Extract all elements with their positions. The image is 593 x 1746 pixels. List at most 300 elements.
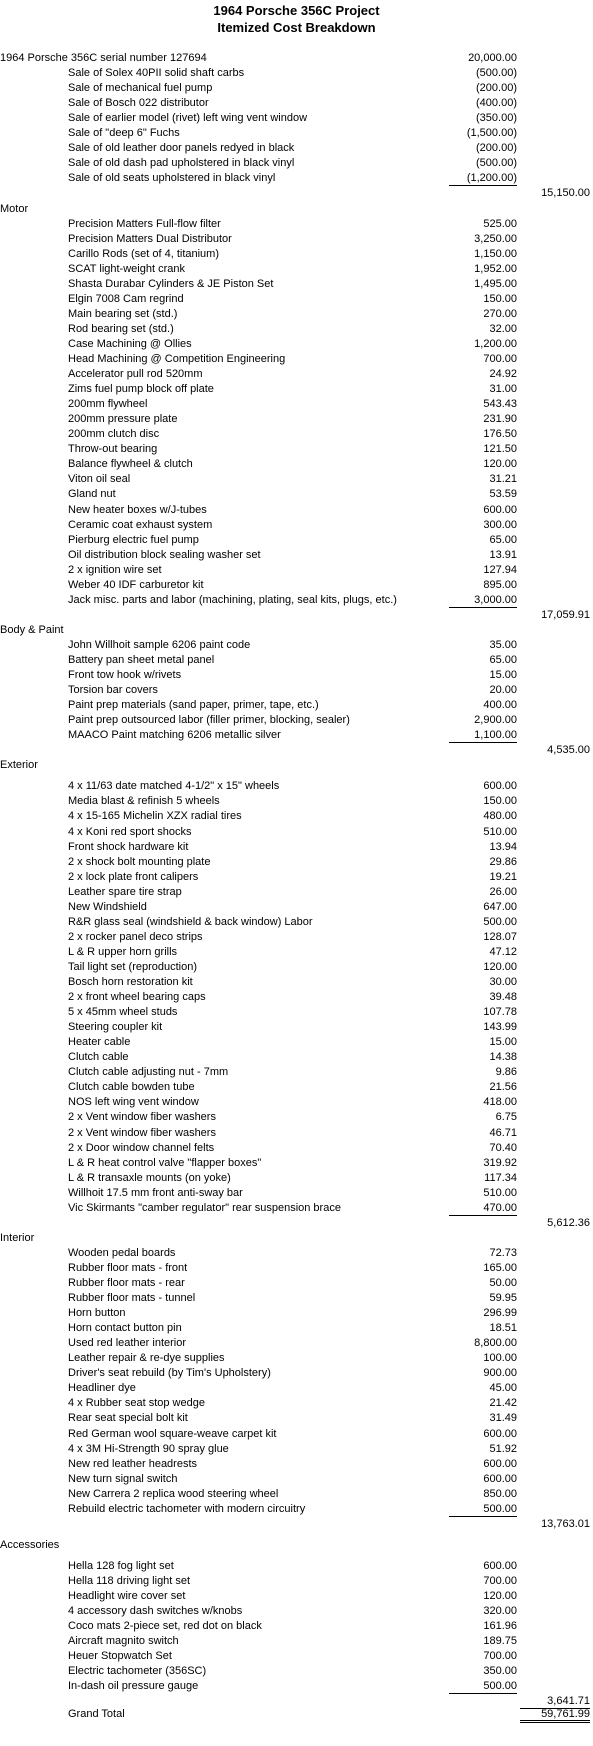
item-amount: 29.86 bbox=[489, 856, 517, 868]
item-description: Shasta Durabar Cylinders & JE Piston Set bbox=[68, 278, 274, 290]
line-item bbox=[0, 1472, 593, 1487]
item-amount: 120.00 bbox=[483, 458, 517, 470]
item-amount: 3,000.00 bbox=[449, 593, 517, 608]
item-description: Sale of Solex 40PII solid shaft carbs bbox=[68, 67, 245, 79]
item-description: Media blast & refinish 5 wheels bbox=[68, 795, 220, 807]
item-amount: 510.00 bbox=[483, 826, 517, 838]
item-description: 5 x 45mm wheel studs bbox=[68, 1006, 178, 1018]
item-amount: 480.00 bbox=[483, 810, 517, 822]
item-amount: 128.07 bbox=[483, 931, 517, 943]
subtotal-amount: 5,612.36 bbox=[547, 1217, 590, 1229]
subtotal-amount: 4,535.00 bbox=[547, 744, 590, 756]
item-amount: 50.00 bbox=[489, 1277, 517, 1289]
item-description: 4 x 3M Hi-Strength 90 spray glue bbox=[68, 1443, 229, 1455]
line-item bbox=[0, 885, 593, 900]
line-item bbox=[0, 1396, 593, 1411]
section-subtotal bbox=[0, 1216, 593, 1231]
item-amount: (1,200.00) bbox=[449, 171, 517, 186]
grand-total-label: Grand Total bbox=[68, 1708, 125, 1720]
item-description: Paint prep materials (sand paper, primer, tape, etc.) bbox=[68, 699, 319, 711]
section-header bbox=[0, 758, 593, 773]
item-amount: 270.00 bbox=[483, 308, 517, 320]
item-amount: 26.00 bbox=[489, 886, 517, 898]
item-amount: 59.95 bbox=[489, 1292, 517, 1304]
line-item bbox=[0, 1261, 593, 1276]
item-description: Viton oil seal bbox=[68, 473, 131, 485]
item-amount: 6.75 bbox=[495, 1111, 517, 1123]
item-amount: 120.00 bbox=[483, 961, 517, 973]
item-description: Aircraft magnito switch bbox=[68, 1635, 179, 1647]
item-description: Horn button bbox=[68, 1307, 126, 1319]
line-item bbox=[0, 683, 593, 698]
line-item bbox=[0, 457, 593, 472]
subtotal-amount: 13,763.01 bbox=[541, 1518, 590, 1530]
section-title: Interior bbox=[0, 1232, 35, 1244]
line-item bbox=[0, 126, 593, 141]
line-item bbox=[0, 1156, 593, 1171]
item-description: Leather spare tire strap bbox=[68, 886, 182, 898]
item-description: Sale of old leather door panels redyed in black bbox=[68, 142, 295, 154]
item-description: L & R upper horn grills bbox=[68, 946, 178, 958]
line-item bbox=[0, 337, 593, 352]
item-amount: 600.00 bbox=[483, 780, 517, 792]
item-amount: 39.48 bbox=[489, 991, 517, 1003]
item-description: Gland nut bbox=[68, 488, 116, 500]
item-amount: (500.00) bbox=[476, 157, 517, 169]
item-amount: (200.00) bbox=[476, 142, 517, 154]
item-amount: 1,200.00 bbox=[474, 338, 517, 350]
item-description: 200mm pressure plate bbox=[68, 413, 178, 425]
item-description: Accelerator pull rod 520mm bbox=[68, 368, 203, 380]
item-description: Pierburg electric fuel pump bbox=[68, 534, 199, 546]
item-description: 2 x Vent window fiber washers bbox=[68, 1111, 216, 1123]
item-description: Rod bearing set (std.) bbox=[68, 323, 174, 335]
item-description: Clutch cable bbox=[68, 1051, 129, 1063]
item-amount: 46.71 bbox=[489, 1127, 517, 1139]
line-item bbox=[0, 1095, 593, 1110]
line-item bbox=[0, 307, 593, 322]
item-description: 200mm flywheel bbox=[68, 398, 148, 410]
item-amount: 13.91 bbox=[489, 549, 517, 561]
line-item bbox=[0, 397, 593, 412]
item-description: Driver's seat rebuild (by Tim's Upholstery) bbox=[68, 1367, 271, 1379]
line-item bbox=[0, 840, 593, 855]
item-amount: 320.00 bbox=[483, 1605, 517, 1617]
line-item bbox=[0, 442, 593, 457]
line-item bbox=[0, 81, 593, 96]
line-item bbox=[0, 1186, 593, 1201]
line-item bbox=[0, 1201, 593, 1216]
line-item bbox=[0, 1679, 593, 1694]
item-amount: 700.00 bbox=[483, 1650, 517, 1662]
item-description: L & R heat control valve "flapper boxes" bbox=[68, 1157, 262, 1169]
line-item bbox=[0, 1442, 593, 1457]
line-item bbox=[0, 352, 593, 367]
item-description: Precision Matters Full-flow filter bbox=[68, 218, 221, 230]
line-item bbox=[0, 1427, 593, 1442]
item-amount: 400.00 bbox=[483, 699, 517, 711]
line-item bbox=[0, 1020, 593, 1035]
line-item bbox=[0, 322, 593, 337]
line-item bbox=[0, 870, 593, 885]
line-item bbox=[0, 563, 593, 578]
line-item bbox=[0, 367, 593, 382]
line-item bbox=[0, 427, 593, 442]
item-amount: 13.94 bbox=[489, 841, 517, 853]
subtotal-amount: 17,059.91 bbox=[541, 609, 590, 621]
line-item bbox=[0, 292, 593, 307]
line-item bbox=[0, 1351, 593, 1366]
item-description: 4 x 11/63 date matched 4-1/2" x 15" wheels bbox=[68, 780, 280, 792]
item-amount: 500.00 bbox=[483, 916, 517, 928]
item-description: Heuer Stopwatch Set bbox=[68, 1650, 172, 1662]
line-item bbox=[0, 66, 593, 81]
line-item bbox=[0, 1574, 593, 1589]
item-description: Horn contact button pin bbox=[68, 1322, 182, 1334]
item-description: Clutch cable bowden tube bbox=[68, 1081, 195, 1093]
line-item bbox=[0, 900, 593, 915]
item-amount: 500.00 bbox=[449, 1502, 517, 1517]
section-header bbox=[0, 1231, 593, 1246]
item-amount: 850.00 bbox=[483, 1488, 517, 1500]
item-description: Headlight wire cover set bbox=[68, 1590, 186, 1602]
item-amount: 319.92 bbox=[483, 1157, 517, 1169]
section-header bbox=[0, 202, 593, 217]
line-item bbox=[0, 779, 593, 794]
item-description: Sale of mechanical fuel pump bbox=[68, 82, 213, 94]
grand-total-row bbox=[0, 1707, 593, 1722]
item-amount: 21.56 bbox=[489, 1081, 517, 1093]
item-description: New red leather headrests bbox=[68, 1458, 198, 1470]
line-item bbox=[0, 1126, 593, 1141]
section-title: Exterior bbox=[0, 759, 38, 771]
section-subtotal bbox=[0, 186, 593, 201]
line-item bbox=[0, 1634, 593, 1649]
item-amount: 47.12 bbox=[489, 946, 517, 958]
item-amount: (1,500.00) bbox=[466, 127, 517, 139]
item-description: Jack misc. parts and labor (machining, plating, seal kits, plugs, etc.) bbox=[68, 594, 397, 606]
item-description: Precision Matters Dual Distributor bbox=[68, 233, 232, 245]
item-description: Red German wool square-weave carpet kit bbox=[68, 1428, 277, 1440]
item-description: Vic Skirmants "camber regulator" rear suspension brace bbox=[68, 1202, 341, 1214]
item-amount: 1,495.00 bbox=[474, 278, 517, 290]
item-amount: 1,150.00 bbox=[474, 248, 517, 260]
item-description: Case Machining @ Ollies bbox=[68, 338, 192, 350]
item-description: Electric tachometer (356SC) bbox=[68, 1665, 207, 1677]
section-title: Motor bbox=[0, 203, 29, 215]
item-description: 2 x rocker panel deco strips bbox=[68, 931, 203, 943]
item-amount: 1,952.00 bbox=[474, 263, 517, 275]
item-amount: 120.00 bbox=[483, 1590, 517, 1602]
section-title: Accessories bbox=[0, 1539, 60, 1551]
item-amount: 31.21 bbox=[489, 473, 517, 485]
line-item bbox=[0, 794, 593, 809]
item-description: Willhoit 17.5 mm front anti-sway bar bbox=[68, 1187, 243, 1199]
line-item bbox=[0, 533, 593, 548]
item-amount: 231.90 bbox=[483, 413, 517, 425]
item-amount: 30.00 bbox=[489, 976, 517, 988]
item-description: 200mm clutch disc bbox=[68, 428, 160, 440]
line-item bbox=[0, 412, 593, 427]
item-description: New heater boxes w/J-tubes bbox=[68, 504, 207, 516]
item-description: 2 x ignition wire set bbox=[68, 564, 162, 576]
line-item bbox=[0, 728, 593, 743]
line-item bbox=[0, 1336, 593, 1351]
item-amount: (200.00) bbox=[476, 82, 517, 94]
line-item bbox=[0, 593, 593, 608]
item-amount: 900.00 bbox=[483, 1367, 517, 1379]
line-item bbox=[0, 487, 593, 502]
item-amount: 45.00 bbox=[489, 1382, 517, 1394]
line-item bbox=[0, 1080, 593, 1095]
item-amount: 600.00 bbox=[483, 1560, 517, 1572]
line-item bbox=[0, 1502, 593, 1517]
line-item bbox=[0, 217, 593, 232]
item-amount: 100.00 bbox=[483, 1352, 517, 1364]
item-description: Sale of old seats upholstered in black vinyl bbox=[68, 172, 276, 184]
item-amount: 70.40 bbox=[489, 1142, 517, 1154]
item-description: Hella 118 driving light set bbox=[68, 1575, 191, 1587]
item-description: New Windshield bbox=[68, 901, 147, 913]
item-description: New turn signal switch bbox=[68, 1473, 178, 1485]
line-item bbox=[0, 1487, 593, 1502]
item-description: 4 accessory dash switches w/knobs bbox=[68, 1605, 243, 1617]
item-description: Balance flywheel & clutch bbox=[68, 458, 193, 470]
item-description: SCAT light-weight crank bbox=[68, 263, 185, 275]
item-description: Head Machining @ Competition Engineering bbox=[68, 353, 286, 365]
item-description: Rear seat special bolt kit bbox=[68, 1412, 188, 1424]
item-amount: 31.49 bbox=[489, 1412, 517, 1424]
item-description: Steering coupler kit bbox=[68, 1021, 163, 1033]
item-description: NOS left wing vent window bbox=[68, 1096, 199, 1108]
item-amount: 2,900.00 bbox=[474, 714, 517, 726]
line-item bbox=[0, 990, 593, 1005]
item-amount: (500.00) bbox=[476, 67, 517, 79]
item-amount: (400.00) bbox=[476, 97, 517, 109]
item-description: L & R transaxle mounts (on yoke) bbox=[68, 1172, 231, 1184]
item-description: Paint prep outsourced labor (filler primer, blocking, sealer) bbox=[68, 714, 350, 726]
item-amount: 600.00 bbox=[483, 1458, 517, 1470]
line-item bbox=[0, 638, 593, 653]
item-description: Oil distribution block sealing washer set bbox=[68, 549, 261, 561]
line-item bbox=[0, 1649, 593, 1664]
line-item bbox=[0, 713, 593, 728]
line-item bbox=[0, 156, 593, 171]
item-amount: 165.00 bbox=[483, 1262, 517, 1274]
item-amount: 8,800.00 bbox=[474, 1337, 517, 1349]
item-description: 4 x Koni red sport shocks bbox=[68, 826, 192, 838]
line-item bbox=[0, 1381, 593, 1396]
line-item bbox=[0, 51, 593, 66]
item-description: Weber 40 IDF carburetor kit bbox=[68, 579, 204, 591]
line-item bbox=[0, 653, 593, 668]
item-amount: 24.92 bbox=[489, 368, 517, 380]
item-description: Sale of earlier model (rivet) left wing vent window bbox=[68, 112, 308, 124]
line-item bbox=[0, 930, 593, 945]
line-item bbox=[0, 1589, 593, 1604]
item-description: Leather repair & re-dye supplies bbox=[68, 1352, 225, 1364]
item-amount: 418.00 bbox=[483, 1096, 517, 1108]
item-description: 2 x shock bolt mounting plate bbox=[68, 856, 211, 868]
item-description: Front tow hook w/rivets bbox=[68, 669, 182, 681]
item-description: Throw-out bearing bbox=[68, 443, 158, 455]
item-amount: 15.00 bbox=[489, 669, 517, 681]
item-amount: 161.96 bbox=[483, 1620, 517, 1632]
item-amount: 647.00 bbox=[483, 901, 517, 913]
subtotal-amount: 3,641.71 bbox=[520, 1694, 590, 1709]
item-description: Wooden pedal boards bbox=[68, 1247, 176, 1259]
item-amount: 20,000.00 bbox=[468, 52, 517, 64]
item-description: Zims fuel pump block off plate bbox=[68, 383, 214, 395]
item-description: Rubber floor mats - rear bbox=[68, 1277, 185, 1289]
item-description: Ceramic coat exhaust system bbox=[68, 519, 213, 531]
item-description: Hella 128 fog light set bbox=[68, 1560, 174, 1572]
item-description: Bosch horn restoration kit bbox=[68, 976, 193, 988]
item-amount: 1,100.00 bbox=[449, 728, 517, 743]
line-item bbox=[0, 1050, 593, 1065]
item-description: Heater cable bbox=[68, 1036, 131, 1048]
item-description: Sale of old dash pad upholstered in black vinyl bbox=[68, 157, 295, 169]
item-amount: 500.00 bbox=[449, 1679, 517, 1694]
line-item bbox=[0, 1246, 593, 1261]
item-amount: 525.00 bbox=[483, 218, 517, 230]
item-description: Coco mats 2-piece set, red dot on black bbox=[68, 1620, 262, 1632]
item-amount: 470.00 bbox=[449, 1201, 517, 1216]
item-description: Main bearing set (std.) bbox=[68, 308, 178, 320]
line-item bbox=[0, 96, 593, 111]
item-amount: 32.00 bbox=[489, 323, 517, 335]
item-amount: 9.86 bbox=[495, 1066, 517, 1078]
item-description: 2 x lock plate front calipers bbox=[68, 871, 199, 883]
line-item bbox=[0, 825, 593, 840]
item-description: 2 x Door window channel felts bbox=[68, 1142, 215, 1154]
line-item bbox=[0, 171, 593, 186]
item-amount: 19.21 bbox=[489, 871, 517, 883]
line-item bbox=[0, 1171, 593, 1186]
item-amount: 21.42 bbox=[489, 1397, 517, 1409]
section-subtotal bbox=[0, 743, 593, 758]
line-item bbox=[0, 1457, 593, 1472]
item-description: 2 x Vent window fiber washers bbox=[68, 1127, 216, 1139]
line-item bbox=[0, 668, 593, 683]
section-subtotal bbox=[0, 1517, 593, 1532]
line-item bbox=[0, 472, 593, 487]
line-item bbox=[0, 1619, 593, 1634]
line-item bbox=[0, 1035, 593, 1050]
item-amount: 65.00 bbox=[489, 534, 517, 546]
document-title: 1964 Porsche 356C Project bbox=[213, 3, 380, 18]
item-amount: 15.00 bbox=[489, 1036, 517, 1048]
item-description: Front shock hardware kit bbox=[68, 841, 189, 853]
line-item bbox=[0, 809, 593, 824]
item-description: R&R glass seal (windshield & back window) Labor bbox=[68, 916, 313, 928]
item-description: 1964 Porsche 356C serial number 127694 bbox=[0, 52, 207, 64]
line-item bbox=[0, 1664, 593, 1679]
line-item bbox=[0, 578, 593, 593]
line-item bbox=[0, 1321, 593, 1336]
item-amount: 51.92 bbox=[489, 1443, 517, 1455]
item-amount: 72.73 bbox=[489, 1247, 517, 1259]
line-item bbox=[0, 232, 593, 247]
item-amount: 189.75 bbox=[483, 1635, 517, 1647]
line-item bbox=[0, 1110, 593, 1125]
item-description: Torsion bar covers bbox=[68, 684, 158, 696]
item-amount: 700.00 bbox=[483, 1575, 517, 1587]
line-item bbox=[0, 1411, 593, 1426]
item-description: Clutch cable adjusting nut - 7mm bbox=[68, 1066, 229, 1078]
line-item bbox=[0, 855, 593, 870]
item-amount: (350.00) bbox=[476, 112, 517, 124]
line-item bbox=[0, 1276, 593, 1291]
item-description: Tail light set (reproduction) bbox=[68, 961, 198, 973]
line-item bbox=[0, 1559, 593, 1574]
section-header bbox=[0, 623, 593, 638]
item-amount: 600.00 bbox=[483, 504, 517, 516]
item-description: 4 x 15-165 Michelin XZX radial tires bbox=[68, 810, 242, 822]
item-amount: 700.00 bbox=[483, 353, 517, 365]
section-title: Body & Paint bbox=[0, 624, 64, 636]
item-amount: 18.51 bbox=[489, 1322, 517, 1334]
item-amount: 600.00 bbox=[483, 1428, 517, 1440]
line-item bbox=[0, 247, 593, 262]
line-item bbox=[0, 548, 593, 563]
line-item bbox=[0, 945, 593, 960]
item-amount: 3,250.00 bbox=[474, 233, 517, 245]
item-description: Rubber floor mats - tunnel bbox=[68, 1292, 196, 1304]
line-item bbox=[0, 975, 593, 990]
item-description: Battery pan sheet metal panel bbox=[68, 654, 215, 666]
line-item bbox=[0, 1366, 593, 1381]
item-amount: 150.00 bbox=[483, 293, 517, 305]
line-item bbox=[0, 382, 593, 397]
item-amount: 150.00 bbox=[483, 795, 517, 807]
line-item bbox=[0, 1005, 593, 1020]
item-amount: 65.00 bbox=[489, 654, 517, 666]
item-amount: 350.00 bbox=[483, 1665, 517, 1677]
item-description: Elgin 7008 Cam regrind bbox=[68, 293, 184, 305]
item-description: John Willhoit sample 6206 paint code bbox=[68, 639, 251, 651]
item-description: 4 x Rubber seat stop wedge bbox=[68, 1397, 205, 1409]
item-amount: 895.00 bbox=[483, 579, 517, 591]
line-item bbox=[0, 698, 593, 713]
line-item bbox=[0, 960, 593, 975]
line-item bbox=[0, 262, 593, 277]
item-amount: 14.38 bbox=[489, 1051, 517, 1063]
line-item bbox=[0, 111, 593, 126]
line-item bbox=[0, 277, 593, 292]
line-item bbox=[0, 1065, 593, 1080]
item-description: Sale of Bosch 022 distributor bbox=[68, 97, 209, 109]
item-amount: 543.43 bbox=[483, 398, 517, 410]
item-amount: 510.00 bbox=[483, 1187, 517, 1199]
item-amount: 53.59 bbox=[489, 488, 517, 500]
line-item bbox=[0, 1291, 593, 1306]
line-item bbox=[0, 915, 593, 930]
item-description: Used red leather interior bbox=[68, 1337, 187, 1349]
line-item bbox=[0, 518, 593, 533]
line-item bbox=[0, 1604, 593, 1619]
item-amount: 143.99 bbox=[483, 1021, 517, 1033]
subtotal-amount: 15,150.00 bbox=[541, 187, 590, 199]
item-description: Rubber floor mats - front bbox=[68, 1262, 188, 1274]
item-description: Rebuild electric tachometer with modern circuitry bbox=[68, 1503, 306, 1515]
item-amount: 300.00 bbox=[483, 519, 517, 531]
item-description: New Carrera 2 replica wood steering wheel bbox=[68, 1488, 279, 1500]
item-description: Sale of "deep 6" Fuchs bbox=[68, 127, 180, 139]
item-amount: 31.00 bbox=[489, 383, 517, 395]
line-item bbox=[0, 141, 593, 156]
grand-total-amount: 59,761.99 bbox=[520, 1707, 590, 1723]
